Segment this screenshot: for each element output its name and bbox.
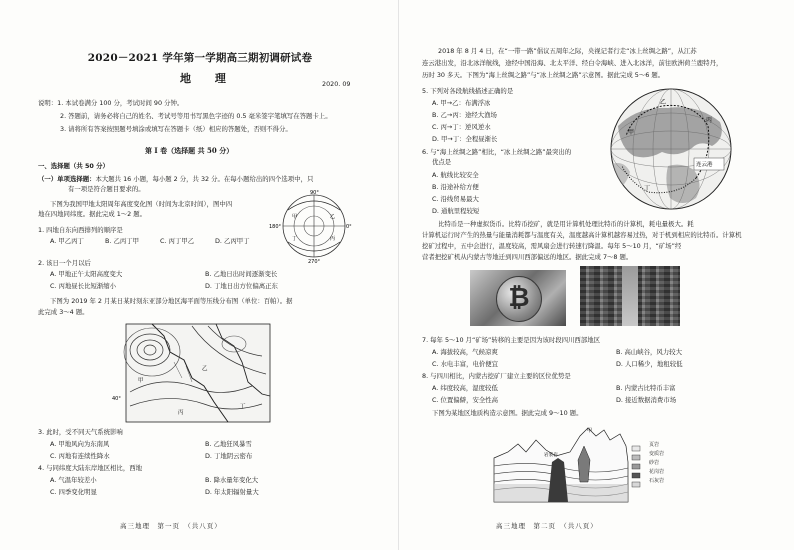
q3-option-c[interactable]: C. 丙地有连续性降水 xyxy=(50,452,110,460)
q8-option-b[interactable]: B. 内蒙古比特币丰富 xyxy=(616,384,676,392)
q6-option-b[interactable]: B. 沿途补给方便 xyxy=(432,183,479,191)
sun-position-diagram xyxy=(268,188,352,264)
instruction-2: 2. 答题前，请务必将自己的姓名、考试号等用书写黑色字迹的 0.5 毫米签字笔填写在答题卡上。 xyxy=(60,112,332,120)
q7-stem: 7. 每年 5～10 月“矿场”转移的主要是因为该时段四川西部地区 xyxy=(422,336,600,344)
q1-stem: 1. 四地自东向西排列的顺序是 xyxy=(38,226,123,234)
intro-q1-2-line2: 地在四地同纬度。据此完成 1～2 题。 xyxy=(38,210,147,218)
mining-farm-photo xyxy=(580,266,680,326)
bitcoin-icon: ₿ xyxy=(508,283,530,313)
legend-item-3: 花岗岩 xyxy=(649,469,665,475)
intro-q7-8-line1: 比特币是一种虚拟货币。比特币挖矿，就是用计算机处理比特币的计算机，耗电量极大。耗 xyxy=(438,220,694,228)
sun-label-left: 180° xyxy=(269,224,282,230)
q7-option-b[interactable]: B. 高山峡谷，风力较大 xyxy=(616,348,682,356)
part1-title: 第 I 卷（选择题 共 50 分） xyxy=(145,146,234,155)
footer-right: 高三地理 第二页 （共八页） xyxy=(496,522,598,530)
q1-options xyxy=(50,237,270,246)
q6-option-a[interactable]: A. 航线比较安全 xyxy=(432,171,479,179)
q1-option-b[interactable]: B. 乙丙丁甲 xyxy=(105,237,140,245)
intro-q1-2-line1: 下图为我国甲地太阳周年高度变化图（时间为北京时间），图中四 xyxy=(50,200,233,208)
geologic-section xyxy=(492,422,648,504)
q5-stem: 5. 下列对各段航线描述正确的是 xyxy=(422,87,514,95)
legend-item-1: 变质岩 xyxy=(649,451,665,457)
map-label-d: 丁 xyxy=(240,404,246,410)
legend-item-0: 页岩 xyxy=(649,442,660,448)
sun-label-c: 丙 xyxy=(330,236,336,242)
footer-left: 高三地理 第一页 （共八页） xyxy=(120,522,222,530)
sun-label-right: 0° xyxy=(346,224,352,230)
q6-option-d[interactable]: D. 通航里程较短 xyxy=(432,207,480,215)
single-choice-instr-2: 有一项是符合题目要求的。 xyxy=(68,185,145,193)
exam-subject: 地 理 xyxy=(180,72,236,85)
page-right xyxy=(400,0,794,550)
q5-option-d[interactable]: D. 甲→丁：全程昼渐长 xyxy=(432,135,498,143)
intro-q7-8-line2: 计算机运行时产生的热量与能量消耗都与温度有关，温度越高计算机越容易过热，对于机到相应的比特币。计算机 xyxy=(422,231,742,239)
q4-option-d[interactable]: D. 年太阳辐射量大 xyxy=(205,488,259,496)
intro-q5-6-line3: 历时 30 多天。下图为“海上丝绸之路”与“冰上丝绸之路”示意图。据此完成 5～6 题。 xyxy=(422,71,665,79)
q1-option-d[interactable]: D. 乙丙甲丁 xyxy=(215,237,250,245)
q4-stem: 4. 与同纬度大陆东岸地区相比，西地 xyxy=(38,464,142,472)
q4-option-c[interactable]: C. 四季变化明显 xyxy=(50,488,97,496)
intro-q3-4-line2: 此完成 3～4 题。 xyxy=(38,308,89,316)
q7-option-c[interactable]: C. 水电丰富，电价便宜 xyxy=(432,360,499,368)
q2-stem: 2. 该日一个月以后 xyxy=(38,259,91,267)
q6-stem-line1: 6. 与“海上丝绸之路”相比，“冰上丝绸之路”最突出的 xyxy=(422,148,572,156)
sun-label-b: 乙 xyxy=(330,214,336,220)
bitcoin-coin xyxy=(496,276,542,322)
q5-option-b[interactable]: B. 乙→丙：途经大渔场 xyxy=(432,111,497,119)
sun-label-d: 丁 xyxy=(292,236,298,242)
bitcoin-photo xyxy=(470,270,566,326)
q5-option-a[interactable]: A. 甲→乙：布满浮冰 xyxy=(432,99,491,107)
intro-q7-8-line4: 营者把挖矿机从内蒙古等地迁到四川西部偏远的地区。据此完成 7～8 题。 xyxy=(422,253,633,261)
section1-title: 一、选择题（共 50 分） xyxy=(38,162,109,170)
q6-option-c[interactable]: C. 沿线贸易最大 xyxy=(432,195,479,203)
globe-label-b: 乙 xyxy=(660,99,667,106)
mining-aisle xyxy=(622,266,638,326)
intro-q5-6-line1: 2018 年 8 月 4 日，在“一带一路”倡议五周年之际，央视记者行走“冰上丝绸之路”，从江苏 xyxy=(438,47,697,55)
q4-option-b[interactable]: B. 降水量年变化大 xyxy=(205,476,259,484)
sun-label-a: 甲 xyxy=(292,214,298,220)
q3-stem: 3. 此时，受不同天气系统影响 xyxy=(38,428,123,436)
globe-label-port: 连云港 xyxy=(696,162,713,168)
q7-option-d[interactable]: D. 人口稀少，地租较低 xyxy=(616,360,683,368)
instruction-1: 说明：1. 本试卷满分 100 分，考试时间 90 分钟。 xyxy=(38,99,184,107)
geo-label-pluton: 岩浆岩 xyxy=(544,453,558,458)
q4-option-a[interactable]: A. 气温年较差小 xyxy=(50,476,97,484)
q5-option-c[interactable]: C. 丙→丁：逆风逆水 xyxy=(432,123,491,131)
intro-q3-4-line1: 下图为 2019 年 2 月某日某时刻东亚部分地区海平面等压线分布图（单位：百帕）。据 xyxy=(50,297,293,305)
q7-option-a[interactable]: A. 海拔较高，气候凉爽 xyxy=(432,348,498,356)
q1-option-c[interactable]: C. 丙丁甲乙 xyxy=(160,237,195,245)
q8-option-d[interactable]: D. 接近数据消费市场 xyxy=(616,396,677,404)
sun-label-top: 90° xyxy=(310,190,319,196)
q2-option-d[interactable]: D. 丁地日出方位偏离正东 xyxy=(205,282,278,290)
globe-label-d: 丁 xyxy=(644,185,651,192)
q3-option-a[interactable]: A. 甲地风向为东南风 xyxy=(50,440,110,448)
sun-label-bottom: 270° xyxy=(308,259,321,264)
q8-option-a[interactable]: A. 纬度较高，湿度较低 xyxy=(432,384,498,392)
legend-item-4: 石灰岩 xyxy=(649,478,665,484)
q3-option-d[interactable]: D. 丁地阴云密布 xyxy=(205,452,253,460)
isobar-map xyxy=(112,322,272,424)
q8-option-c[interactable]: C. 位置偏僻，安全性高 xyxy=(432,396,499,404)
exam-date: 2020. 09 xyxy=(322,80,351,88)
exam-title: 2020－2021 学年第一学期高三期初调研试卷 xyxy=(87,52,313,64)
q2-option-a[interactable]: A. 甲地正午太阳高度变大 xyxy=(50,270,123,278)
q8-stem: 8. 与四川相比，内蒙古挖矿厂建立主要的区位优势是 xyxy=(422,372,571,380)
intro-q7-8-line3: 挖矿过程中，五中会进行，温度较高，需风扇会进行转速行降温。每年 5～10 月，“矿场”经 xyxy=(422,242,682,250)
instruction-3: 3. 请将所有答案按照题号填涂或填写在答题卡（纸）相应的答题处，否则不得分。 xyxy=(60,125,292,133)
intro-q5-6-line2: 连云港出发，沿北冰洋航线，途经中国沿海、北太平洋、经白令海峡、进入北冰洋，前往欧洲荷兰鹿特丹， xyxy=(422,59,723,67)
map-label-c: 丙 xyxy=(178,410,184,416)
polar-route-globe xyxy=(608,86,734,212)
q3-option-b[interactable]: B. 乙地狂风暴雪 xyxy=(205,440,252,448)
geo-label-peak: 甲 xyxy=(587,428,593,434)
map-label-lat: 40° xyxy=(112,396,121,402)
geo-legend xyxy=(632,446,640,487)
q2-option-b[interactable]: B. 乙地日出时间逐渐变长 xyxy=(205,270,278,278)
q6-stem-line2: 优点是 xyxy=(432,158,452,166)
globe-label-a: 甲 xyxy=(628,129,635,136)
map-label-a: 甲 xyxy=(138,378,144,384)
globe-label-c: 丙 xyxy=(706,117,713,124)
legend-item-2: 砂岩 xyxy=(649,460,660,466)
q2-option-c[interactable]: C. 丙地昼长比短渐缩小 xyxy=(50,282,117,290)
single-choice-instr: （一）单项选择题：本大题共 16 小题，每小题 2 分，共 32 分。在每小题给出的四个选项中，只 xyxy=(38,175,314,183)
intro-q9-10: 下图为某地区地质构造示意图。据此完成 9～10 题。 xyxy=(432,409,583,417)
q1-option-a[interactable]: A. 甲乙丙丁 xyxy=(50,237,84,245)
map-label-b: 乙 xyxy=(202,366,208,372)
